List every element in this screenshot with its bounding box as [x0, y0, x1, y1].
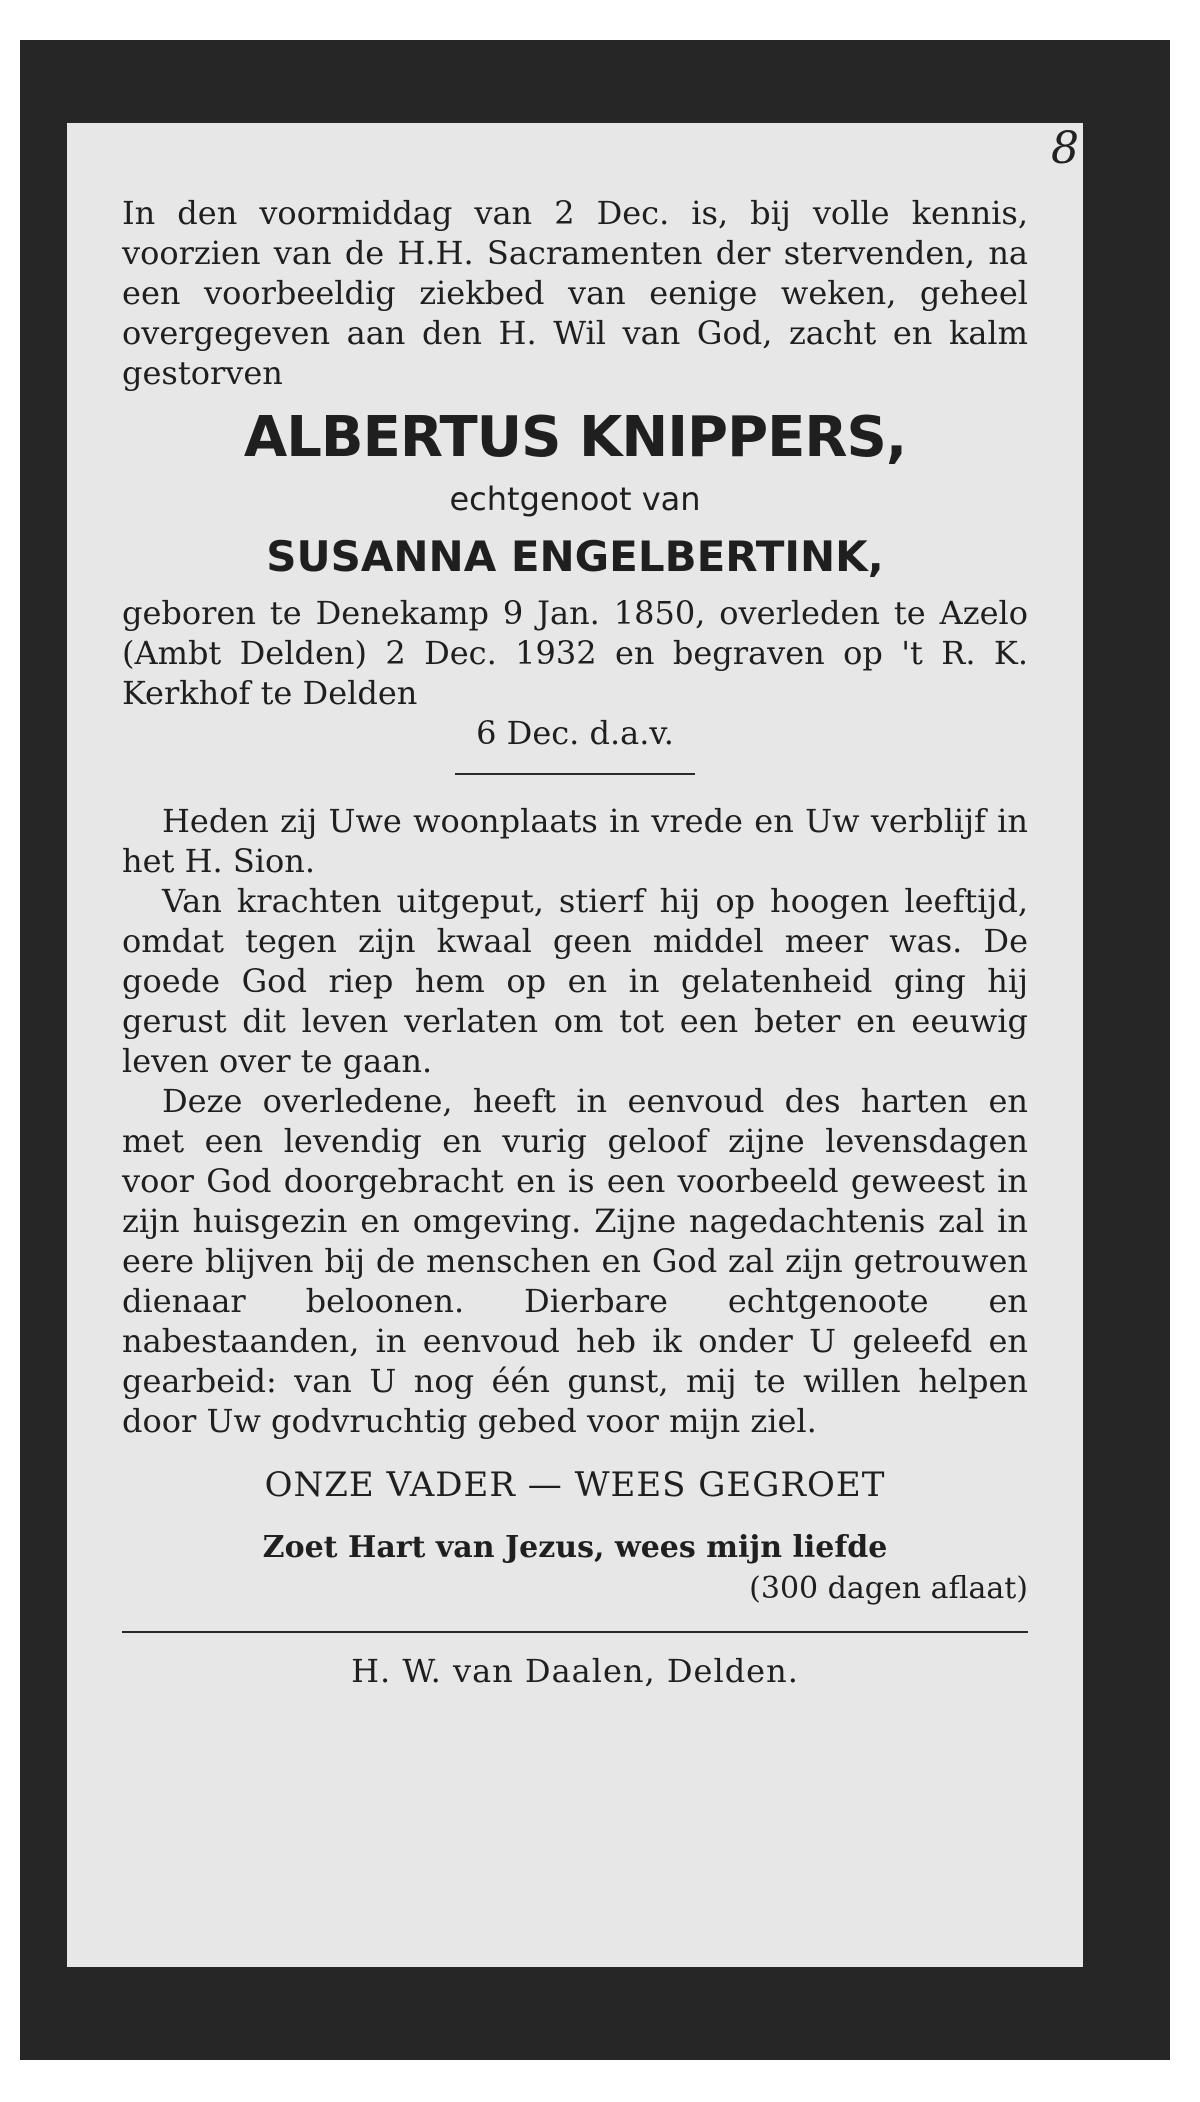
burial-date: 6 Dec. d.a.v. — [476, 714, 674, 752]
deceased-name: ALBERTUS KNIPPERS, — [243, 405, 907, 470]
page-number: 8 — [1051, 123, 1079, 174]
life-details: geboren te Denekamp 9 Jan. 1850, overleden te Azelo (Ambt Delden) 2 Dec. 1932 en begraven op 't R. K. Kerkhof te Delden — [122, 594, 1028, 712]
spouse-intro: echtgenoot van — [449, 480, 701, 518]
indulgence-note: (300 dagen aflaat) — [749, 1571, 1028, 1606]
printer-credit: H. W. van Daalen, Delden. — [351, 1652, 799, 1690]
paragraph-2: Van krachten uitgeput, stierf hij op hoogen leeftijd, omdat tegen zijn kwaal geen middel meer was. De goede God riep hem op en in gelatenheid ging hij gerust dit leven verlaten om tot een beter en eeuwig leven over te gaan. — [122, 882, 1028, 1080]
intro-paragraph: In den voormiddag van 2 Dec. is, bij volle kennis, voorzien van de H.H. Sacramenten der stervenden, na een voorbeeldig ziekbed van eenige weken, geheel overgegeven aan den H. Wil van God, zacht en kalm gestorven — [122, 194, 1028, 392]
footer-divider — [122, 1631, 1028, 1633]
card-content — [67, 123, 1083, 1967]
memorial-card — [20, 40, 1170, 2060]
blessing-line: Zoet Hart van Jezus, wees mijn liefde — [262, 1530, 888, 1565]
divider — [455, 773, 695, 775]
paragraph-3: Deze overledene, heeft in eenvoud des harten en met een levendig en vurig geloof zijne levensdagen voor God doorgebracht en is een voorbeeld geweest in zijn huisgezin en omgeving. Zijne nagedachtenis zal in eere blijven bij de menschen en God zal zijn getrouwen dienaar beloonen. Dierbare echtgenoote en nabestaanden, in eenvoud heb ik onder U geleefd en gearbeid: van U nog één gunst, mij te willen helpen door Uw godvruchtig gebed voor mijn ziel. — [122, 1082, 1028, 1440]
spouse-name: SUSANNA ENGELBERTINK, — [266, 532, 884, 581]
paragraph-1: Heden zij Uwe woonplaats in vrede en Uw verblijf in het H. Sion. — [122, 802, 1028, 880]
prayer-line: ONZE VADER — WEES GEGROET — [264, 1465, 886, 1505]
